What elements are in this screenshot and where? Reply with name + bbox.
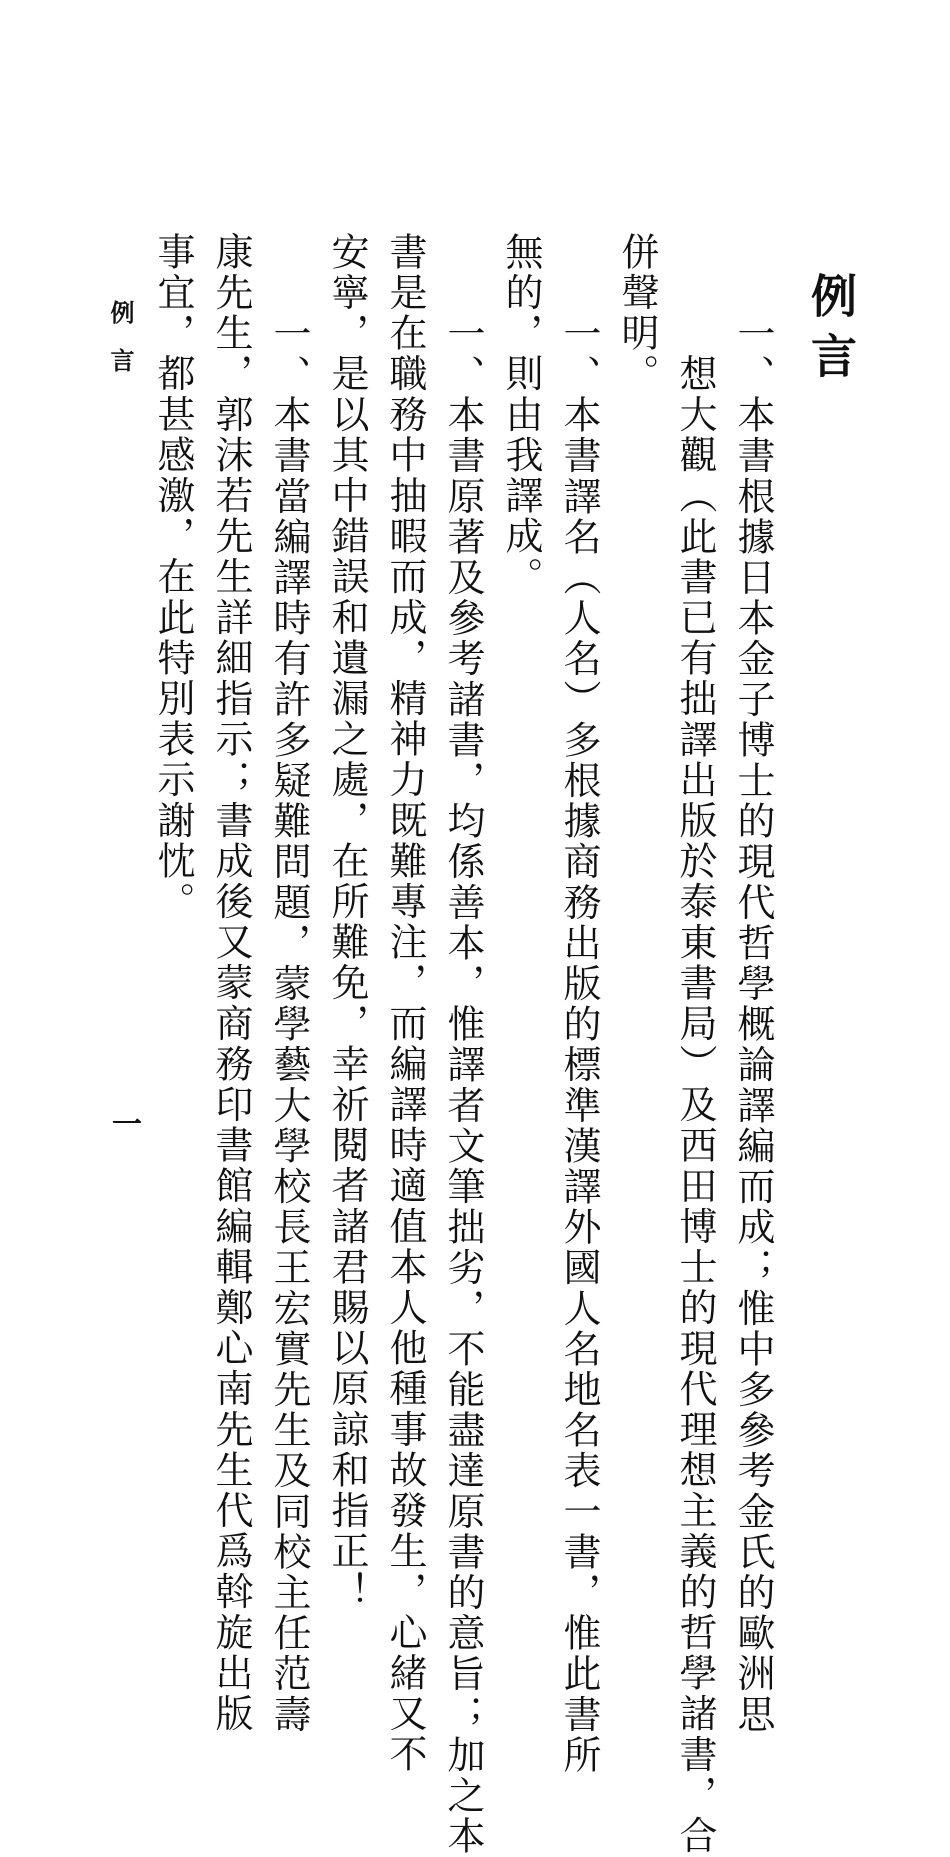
text-column-3: 併聲明。 bbox=[615, 232, 659, 395]
page-title: 例言 bbox=[804, 272, 858, 392]
text-column-10: 康先生，郭沫若先生詳細指示；書成後又蒙商務印書館編輯鄭心南先生代爲斡旋出版 bbox=[209, 232, 253, 1735]
text-column-7: 書是在職務中抽暇而成，精神力既難專注，而編譯時適值本人他種事故發生，心緒又不 bbox=[383, 232, 427, 1775]
text-column-1: 一、本書根據日本金子博士的現代哲學概論譯編而成；惟中多參考金氏的歐洲思 bbox=[731, 314, 775, 1735]
text-column-11: 事宜，都甚感激，在此特別表示謝忱。 bbox=[151, 232, 195, 923]
text-column-4: 一、本書譯名（人名）多根據商務出版的標準漢譯外國人名地名表一書，惟此書所 bbox=[557, 314, 601, 1776]
text-column-9: 一、本書當編譯時有許多疑難問題，蒙學藝大學校長王宏實先生及同校主任范壽 bbox=[267, 314, 311, 1735]
text-column-2: 想大觀（此書已有拙譯出版於泰東書局）及西田博士的現代理想主義的哲學諸書，合 bbox=[673, 354, 717, 1857]
text-column-8: 安寧，是以其中錯誤和遺漏之處，在所難免，幸祈閱者諸君賜以原諒和指正！ bbox=[325, 232, 369, 1613]
page-number: 一 bbox=[106, 1108, 141, 1138]
running-head: 例言 bbox=[106, 300, 135, 396]
text-column-5: 無的，則由我譯成。 bbox=[499, 232, 543, 598]
text-column-6: 一、本書原著及參考諸書，均係善本，惟譯者文筆拙劣，不能盡達原書的意旨；加之本 bbox=[441, 314, 485, 1857]
